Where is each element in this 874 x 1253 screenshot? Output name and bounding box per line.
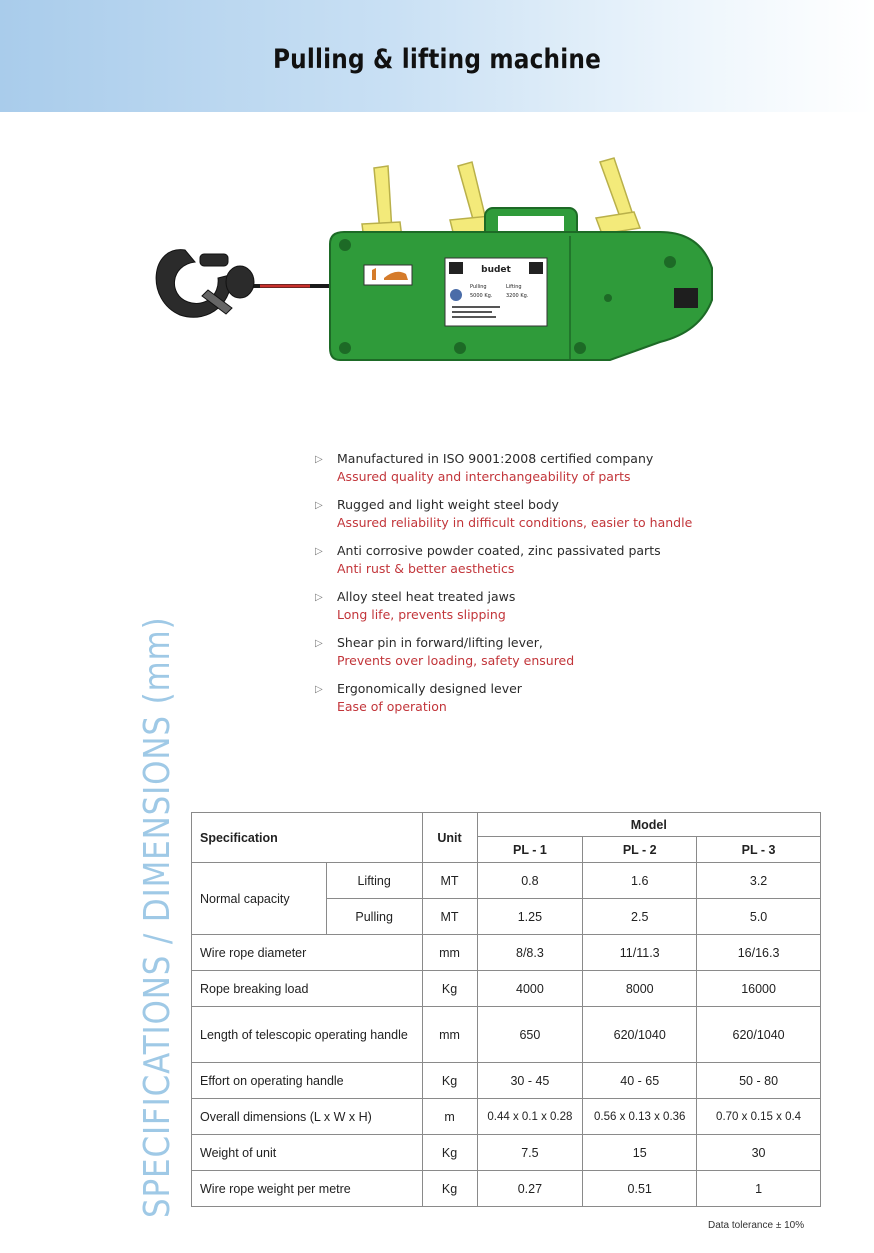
title-banner bbox=[0, 0, 874, 112]
header-model-pl3: PL - 3 bbox=[697, 837, 821, 863]
machine-illustration bbox=[140, 150, 720, 380]
arrow-bullet-icon: ▷ bbox=[315, 592, 323, 603]
label-brand: budet bbox=[481, 265, 511, 275]
header-unit: Unit bbox=[422, 813, 477, 863]
table-row: Weight of unit Kg 7.5 15 30 bbox=[192, 1135, 821, 1171]
table-row: Length of telescopic operating handle mm 650 620/1040 620/1040 bbox=[192, 1007, 821, 1063]
svg-text:3200 Kg.: 3200 Kg. bbox=[506, 293, 529, 299]
table-row: Overall dimensions (L x W x H) m 0.44 x 0.1 x 0.28 0.56 x 0.13 x 0.36 0.70 x 0.15 x 0.4 bbox=[192, 1099, 821, 1135]
table-row: Rope breaking load Kg 4000 8000 16000 bbox=[192, 971, 821, 1007]
header-model-pl2: PL - 2 bbox=[583, 837, 697, 863]
specifications-table bbox=[191, 812, 821, 1207]
header-model-pl1: PL - 1 bbox=[477, 837, 583, 863]
hook bbox=[156, 250, 254, 318]
row-label-normal-capacity: Normal capacity bbox=[192, 863, 327, 935]
specifications-side-title: SPECIFICATIONS / DIMENSIONS (mm) bbox=[137, 616, 178, 1218]
arrow-bullet-icon: ▷ bbox=[315, 638, 323, 649]
feature-item: ▷ Alloy steel heat treated jaws Long life, prevents slipping bbox=[315, 589, 516, 622]
svg-text:Lifting: Lifting bbox=[506, 284, 522, 290]
feature-list bbox=[313, 450, 773, 726]
data-tolerance-note: Data tolerance ± 10% bbox=[708, 1220, 805, 1231]
arrow-bullet-icon: ▷ bbox=[315, 500, 323, 511]
svg-text:5000 Kg.: 5000 Kg. bbox=[470, 293, 493, 299]
header-model: Model bbox=[477, 813, 820, 837]
arrow-bullet-icon: ▷ bbox=[315, 546, 323, 557]
feature-item: ▷ Ergonomically designed lever Ease of operation bbox=[315, 681, 522, 714]
feature-item: ▷ Rugged and light weight steel body Assured reliability in difficult conditions, easier to handle bbox=[315, 497, 693, 530]
table-row: Wire rope diameter mm 8/8.3 11/11.3 16/16.3 bbox=[192, 935, 821, 971]
header-specification: Specification bbox=[192, 813, 423, 863]
table-row: Normal capacity Lifting MT 0.8 1.6 3.2 bbox=[192, 863, 821, 899]
feature-item: ▷ Shear pin in forward/lifting lever, Prevents over loading, safety ensured bbox=[315, 635, 575, 668]
arrow-bullet-icon: ▷ bbox=[315, 684, 323, 695]
feature-item: ▷ Anti corrosive powder coated, zinc passivated parts Anti rust & better aesthetics bbox=[315, 543, 661, 576]
feature-item: ▷ Manufactured in ISO 9001:2008 certified company Assured quality and interchangeability of parts bbox=[315, 451, 654, 484]
table-row: Wire rope weight per metre Kg 0.27 0.51 1 bbox=[192, 1171, 821, 1207]
page-title: Pulling & lifting machine bbox=[272, 44, 602, 75]
rating-label bbox=[445, 258, 547, 326]
table-row: Pulling MT 1.25 2.5 5.0 bbox=[192, 899, 821, 935]
svg-text:Pulling: Pulling bbox=[470, 284, 487, 290]
arrow-bullet-icon: ▷ bbox=[315, 454, 323, 465]
table-row: Effort on operating handle Kg 30 - 45 40 - 65 50 - 80 bbox=[192, 1063, 821, 1099]
